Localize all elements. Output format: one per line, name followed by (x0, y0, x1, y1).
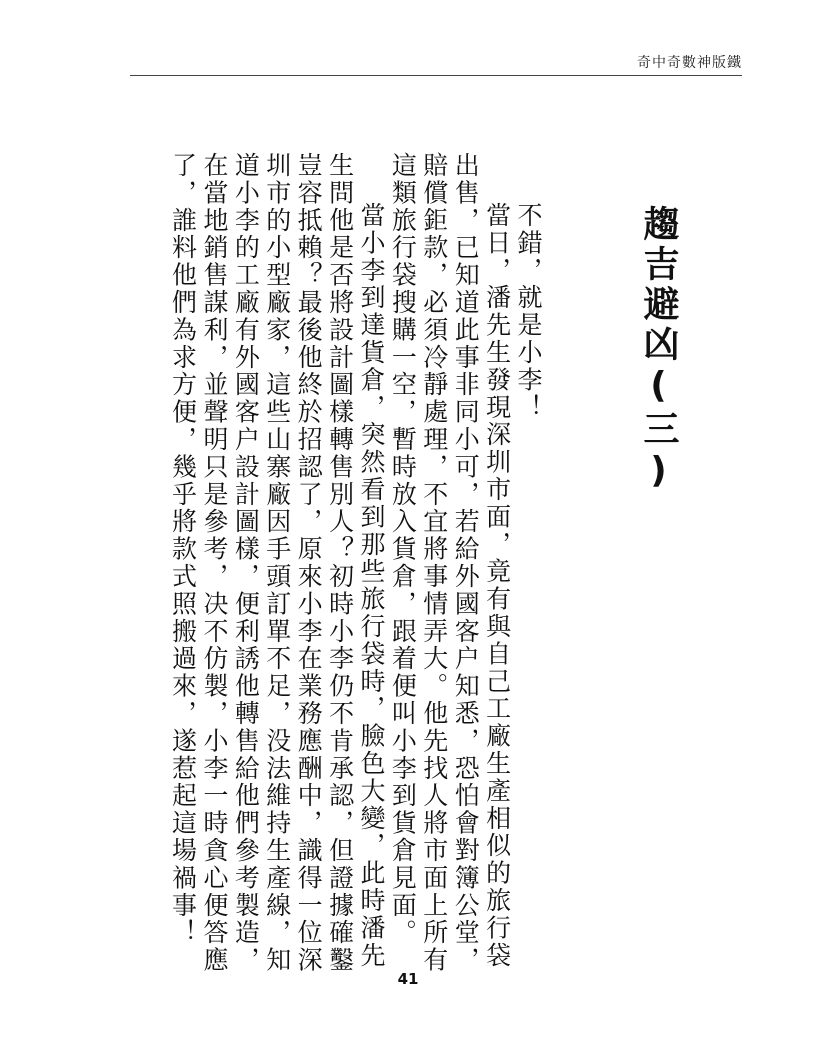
paragraph-2: 當日，潘先生發現深圳市面，竟有與自己工廠生產相似的旅行袋出售，已知道此事非同小可，若給外國客户知悉，恐怕會對簿公堂，賠償鉅款，必須冷靜處理，不宜將事情弄大。他先找人將市面上所有這類旅行袋搜購一空，暫時放入貨倉，跟着便叫小李到貨倉見面。 (388, 152, 512, 974)
running-header: 奇中奇數神版鐵 (637, 55, 742, 71)
paragraph-1: 不錯，就是小李！ (514, 202, 543, 422)
page-number: 41 (397, 970, 419, 988)
paragraph-3: 當小李到達貨倉，突然看到那些旅行袋時，臉色大變，此時潘先生問他是否將設計圖樣轉售別人？初時小李仍不肯承認，但證據確鑿豈容抵賴？最後他終於招認了，原來小李在業務應酬中，識得一位深圳市的小型廠家，這些山寨廠因手頭訂單不足，没法維持生產線，知道小李的工廠有外國客户設計圖樣，便利誘他轉售給他們參考製造，在當地銷售謀利，並聲明只是參考，决不仿製，小李一時貪心便答應了，誰料他們為求方便，幾乎將款式照搬過來，遂惹起這場禍事！ (168, 152, 386, 974)
body-text (168, 152, 544, 982)
header-rule (130, 75, 742, 76)
chapter-title: 趨吉避凶(三) (638, 205, 679, 495)
